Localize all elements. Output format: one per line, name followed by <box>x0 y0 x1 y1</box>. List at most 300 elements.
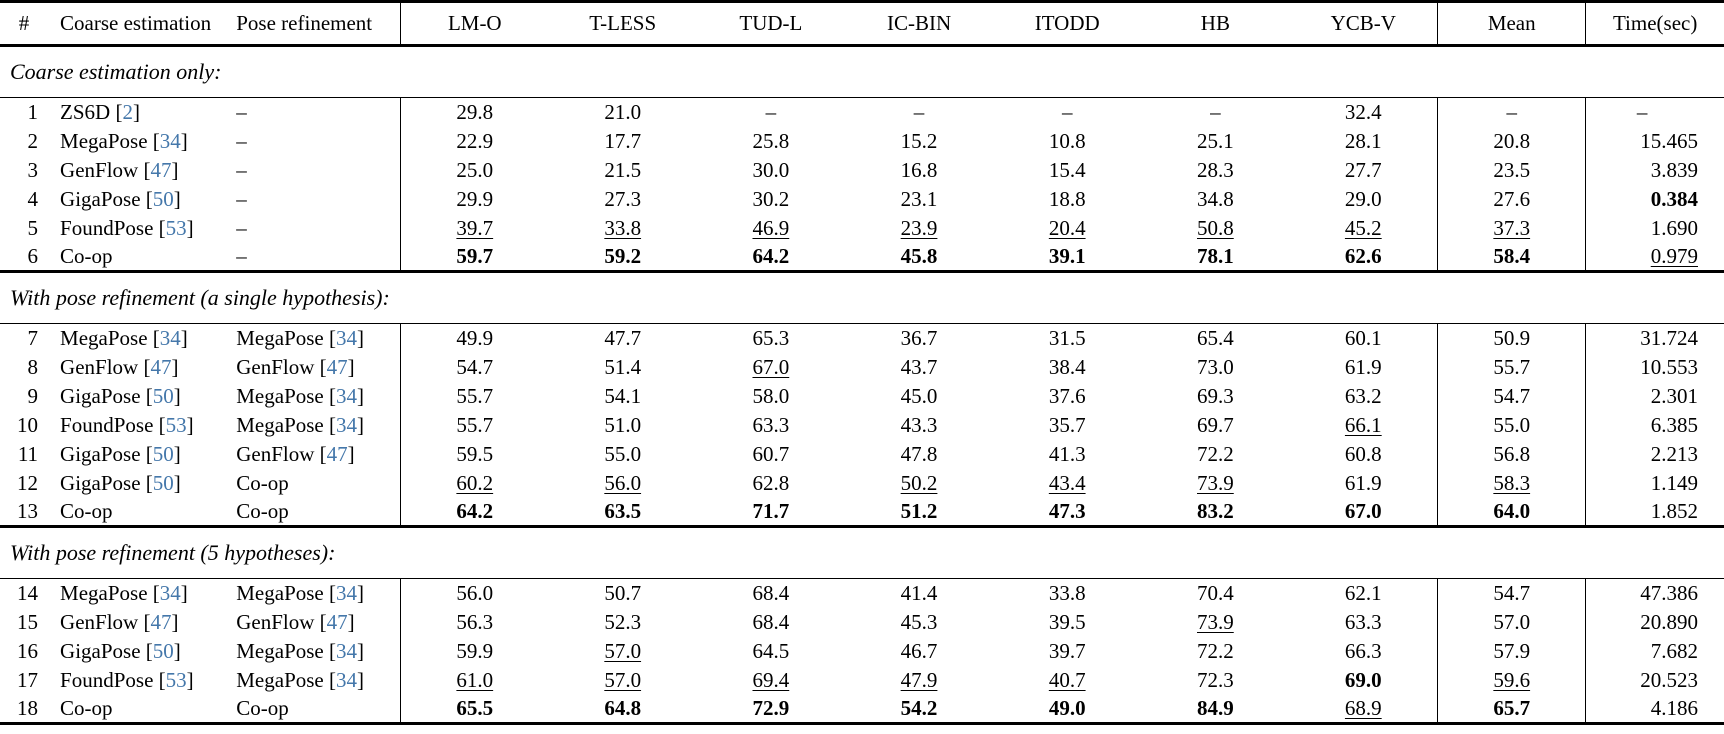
metric-cell <box>845 637 993 666</box>
metric-cell <box>1141 498 1289 527</box>
coarse-method: MegaPose [34] <box>60 580 188 605</box>
metric-cell <box>1141 243 1289 272</box>
metric-cell <box>1141 411 1289 440</box>
header-coarse: Coarse estimation <box>60 11 212 35</box>
metric-value: 54.2 <box>900 695 938 720</box>
time-cell <box>1586 498 1724 527</box>
metric-value: 41.3 <box>1048 441 1086 466</box>
metric-value: 69.7 <box>1197 412 1234 437</box>
time-cell <box>1586 353 1724 382</box>
metric-cell <box>549 382 697 411</box>
metric-value: 65.7 <box>1493 695 1531 720</box>
metric-value: 66.1 <box>1344 412 1382 437</box>
time-cell <box>1586 382 1724 411</box>
metric-value: 64.2 <box>752 243 790 268</box>
citation-link[interactable]: 47 <box>326 441 348 466</box>
metric-cell <box>549 469 697 498</box>
metric-value: 56.3 <box>456 609 494 634</box>
metric-cell <box>549 637 697 666</box>
refine-method: GenFlow [47] <box>236 354 355 379</box>
metric-cell <box>993 440 1141 469</box>
refine-method: MegaPose [34] <box>236 667 364 692</box>
metric-value: 58.0 <box>752 383 790 408</box>
metric-cell <box>400 608 548 637</box>
metric-value: 78.1 <box>1197 243 1234 268</box>
metric-value: 25.8 <box>752 128 790 153</box>
table-row <box>0 498 1724 527</box>
metric-value: 23.5 <box>1493 157 1531 182</box>
header-tudl: TUD-L <box>739 11 803 35</box>
row-number: 10 <box>17 412 39 437</box>
metric-value: 72.3 <box>1197 667 1234 692</box>
metric-value: 62.8 <box>752 470 790 495</box>
metric-cell <box>697 353 845 382</box>
citation-link[interactable]: 50 <box>152 383 174 408</box>
header-itodd: ITODD <box>1034 11 1100 35</box>
metric-value: 47.9 <box>900 667 938 692</box>
metric-cell <box>1289 440 1437 469</box>
metric-value: 57.0 <box>604 667 642 692</box>
metric-value: 20.8 <box>1493 128 1531 153</box>
metric-value: 67.0 <box>752 354 790 379</box>
results-table-body <box>0 46 1724 724</box>
metric-value: 33.8 <box>604 215 642 240</box>
metric-cell <box>549 324 697 353</box>
coarse-method: GenFlow [47] <box>60 609 179 634</box>
time-cell <box>1586 156 1724 185</box>
metric-cell <box>845 440 993 469</box>
metric-cell <box>697 579 845 608</box>
time-cell <box>1586 608 1724 637</box>
citation-link[interactable]: 34 <box>335 580 357 605</box>
refine-method: MegaPose [34] <box>236 325 364 350</box>
header-mean: Mean <box>1438 2 1586 46</box>
citation-link[interactable]: 47 <box>326 354 348 379</box>
metric-value: 55.7 <box>456 383 494 408</box>
metric-value: – <box>1210 99 1221 124</box>
metric-cell <box>993 469 1141 498</box>
metric-value: 23.1 <box>900 186 938 211</box>
metric-cell <box>400 411 548 440</box>
table-row <box>0 98 1724 127</box>
metric-value: 43.3 <box>900 412 938 437</box>
refine-method: – <box>236 215 247 240</box>
metric-cell <box>1141 440 1289 469</box>
table-row <box>0 411 1724 440</box>
metric-cell <box>845 695 993 724</box>
metric-cell <box>549 579 697 608</box>
metric-cell <box>1289 127 1437 156</box>
header-row-number: # <box>18 11 30 35</box>
metric-value: 30.2 <box>752 186 790 211</box>
metric-cell <box>697 637 845 666</box>
metric-value: 55.7 <box>1493 354 1531 379</box>
table-row <box>0 324 1724 353</box>
citation-link[interactable]: 47 <box>326 609 348 634</box>
metric-cell <box>400 324 548 353</box>
metric-value: 38.4 <box>1048 354 1086 379</box>
metric-cell <box>697 469 845 498</box>
metric-value: 25.0 <box>456 157 494 182</box>
citation-link[interactable]: 53 <box>165 667 187 692</box>
metric-cell <box>1289 214 1437 243</box>
citation-link[interactable]: 34 <box>335 638 357 663</box>
mean-cell <box>1438 324 1586 353</box>
metric-value: 51.2 <box>900 498 938 523</box>
citation-link[interactable]: 34 <box>335 667 357 692</box>
metric-value: 56.8 <box>1493 441 1531 466</box>
metric-value: 45.8 <box>900 243 938 268</box>
metric-value: 55.0 <box>1493 412 1531 437</box>
metric-cell <box>1141 608 1289 637</box>
metric-value: 84.9 <box>1197 695 1234 720</box>
metric-value: 71.7 <box>752 498 790 523</box>
metric-value: 52.3 <box>604 609 642 634</box>
table-header <box>0 2 1724 46</box>
metric-value: 58.3 <box>1493 470 1531 495</box>
metric-value: 63.3 <box>1344 609 1382 634</box>
metric-cell <box>1289 243 1437 272</box>
metric-value: 21.5 <box>604 157 642 182</box>
citation-link[interactable]: 50 <box>152 638 174 663</box>
time-cell <box>1586 637 1724 666</box>
mean-cell <box>1438 440 1586 469</box>
coarse-method: GigaPose [50] <box>60 186 181 211</box>
metric-cell <box>993 666 1141 695</box>
metric-value: 2.213 <box>1650 441 1698 466</box>
metric-cell <box>697 608 845 637</box>
metric-value: 60.7 <box>752 441 790 466</box>
row-number: 18 <box>17 695 39 720</box>
refine-method: MegaPose [34] <box>236 412 364 437</box>
refine-method: – <box>236 128 247 153</box>
time-cell <box>1586 243 1724 272</box>
time-cell <box>1586 579 1724 608</box>
metric-value: 37.6 <box>1048 383 1086 408</box>
metric-cell <box>400 127 548 156</box>
table-row <box>0 666 1724 695</box>
citation-link[interactable]: 50 <box>152 186 174 211</box>
metric-cell <box>400 382 548 411</box>
header-ycbv: YCB-V <box>1330 11 1396 35</box>
metric-cell <box>1141 695 1289 724</box>
citation-link[interactable]: 47 <box>150 354 172 379</box>
metric-cell <box>1141 185 1289 214</box>
mean-cell <box>1438 411 1586 440</box>
metric-cell <box>845 98 993 127</box>
metric-cell <box>993 324 1141 353</box>
table-row <box>0 243 1724 272</box>
metric-value: 72.2 <box>1197 638 1234 663</box>
section-row <box>0 527 1724 579</box>
coarse-method: Co-op <box>60 498 113 523</box>
table-row <box>0 185 1724 214</box>
time-cell <box>1586 411 1724 440</box>
mean-cell <box>1438 353 1586 382</box>
metric-value: 64.8 <box>604 695 642 720</box>
metric-value: 51.0 <box>604 412 642 437</box>
metric-cell <box>549 127 697 156</box>
header-time: Time(sec) <box>1586 2 1724 46</box>
metric-cell <box>400 353 548 382</box>
citation-link[interactable]: 50 <box>152 441 174 466</box>
metric-cell <box>549 243 697 272</box>
metric-value: 7.682 <box>1650 638 1698 663</box>
metric-cell <box>1289 185 1437 214</box>
metric-value: 69.4 <box>752 667 790 692</box>
metric-value: 1.690 <box>1650 215 1698 240</box>
time-cell <box>1586 324 1724 353</box>
metric-value: 29.0 <box>1344 186 1382 211</box>
metric-cell <box>845 666 993 695</box>
metric-cell <box>400 695 548 724</box>
metric-value: 30.0 <box>752 157 790 182</box>
metric-value: 15.2 <box>900 128 938 153</box>
mean-cell <box>1438 637 1586 666</box>
metric-value: 59.5 <box>456 441 494 466</box>
metric-cell <box>993 695 1141 724</box>
metric-cell <box>697 324 845 353</box>
table-row <box>0 214 1724 243</box>
metric-value: – <box>1061 99 1073 124</box>
table-row <box>0 127 1724 156</box>
metric-value: – <box>1506 99 1517 124</box>
metric-value: 47.3 <box>1048 498 1086 523</box>
metric-value: 43.7 <box>900 354 938 379</box>
metric-cell <box>845 608 993 637</box>
table-row <box>0 579 1724 608</box>
row-number: 16 <box>17 638 39 663</box>
time-cell <box>1586 214 1724 243</box>
metric-value: 69.3 <box>1197 383 1234 408</box>
row-number: 5 <box>27 215 39 240</box>
section-label: With pose refinement (a single hypothesis): <box>0 272 1724 324</box>
refine-method: GenFlow [47] <box>236 441 355 466</box>
metric-value: 2.301 <box>1650 383 1698 408</box>
citation-link[interactable]: 53 <box>165 412 187 437</box>
metric-value: 21.0 <box>604 99 642 124</box>
metric-cell <box>1289 498 1437 527</box>
metric-value: 35.7 <box>1048 412 1086 437</box>
metric-cell <box>845 353 993 382</box>
metric-cell <box>993 353 1141 382</box>
metric-cell <box>697 214 845 243</box>
metric-value: 49.9 <box>456 325 494 350</box>
metric-value: 20.523 <box>1640 667 1698 692</box>
metric-value: 64.0 <box>1493 498 1531 523</box>
table-row <box>0 469 1724 498</box>
coarse-method: GigaPose [50] <box>60 383 181 408</box>
metric-value: 68.4 <box>752 580 790 605</box>
metric-value: 57.0 <box>1493 609 1531 634</box>
metric-value: 45.0 <box>900 383 938 408</box>
metric-value: 3.839 <box>1650 157 1698 182</box>
citation-link[interactable]: 34 <box>159 580 181 605</box>
metric-value: 64.5 <box>752 638 790 663</box>
metric-cell <box>697 440 845 469</box>
metric-cell <box>697 243 845 272</box>
metric-value: 43.4 <box>1048 470 1086 495</box>
metric-value: 39.5 <box>1048 609 1086 634</box>
metric-value: 15.465 <box>1640 128 1698 153</box>
metric-value: 1.852 <box>1650 498 1698 523</box>
metric-cell <box>549 185 697 214</box>
metric-value: 55.7 <box>456 412 494 437</box>
time-cell <box>1586 127 1724 156</box>
metric-cell <box>993 185 1141 214</box>
metric-cell <box>1289 324 1437 353</box>
citation-link[interactable]: 47 <box>150 157 172 182</box>
metric-value: 47.8 <box>900 441 938 466</box>
metric-cell <box>549 98 697 127</box>
metric-value: 69.0 <box>1344 667 1382 692</box>
metric-cell <box>1289 666 1437 695</box>
coarse-method: FoundPose [53] <box>60 412 194 437</box>
row-number: 8 <box>27 354 39 379</box>
row-number: 13 <box>17 498 39 523</box>
metric-value: 61.9 <box>1344 470 1382 495</box>
metric-cell <box>845 382 993 411</box>
coarse-method: MegaPose [34] <box>60 128 188 153</box>
metric-value: 50.9 <box>1493 325 1531 350</box>
metric-cell <box>549 214 697 243</box>
metric-value: 31.5 <box>1048 325 1086 350</box>
metric-cell <box>993 411 1141 440</box>
row-number: 9 <box>27 383 39 408</box>
metric-value: 34.8 <box>1197 186 1234 211</box>
row-number: 6 <box>27 243 39 268</box>
coarse-method: GenFlow [47] <box>60 354 179 379</box>
metric-value: 29.9 <box>456 186 494 211</box>
coarse-method: FoundPose [53] <box>60 215 194 240</box>
metric-cell <box>845 469 993 498</box>
metric-value: – <box>765 99 777 124</box>
citation-link[interactable]: 50 <box>152 470 174 495</box>
citation-link[interactable]: 47 <box>150 609 172 634</box>
metric-value: 17.7 <box>604 128 642 153</box>
metric-value: 56.0 <box>604 470 642 495</box>
metric-value: 49.0 <box>1048 695 1086 720</box>
metric-value: 18.8 <box>1048 186 1086 211</box>
time-cell <box>1586 695 1724 724</box>
metric-cell <box>400 666 548 695</box>
refine-method: – <box>236 99 247 124</box>
table-row <box>0 382 1724 411</box>
metric-cell <box>845 156 993 185</box>
metric-value: 62.6 <box>1344 243 1382 268</box>
metric-value: 60.1 <box>1344 325 1382 350</box>
citation-link[interactable]: 34 <box>159 325 181 350</box>
metric-value: 83.2 <box>1197 498 1234 523</box>
metric-value: 47.7 <box>604 325 642 350</box>
row-number: 17 <box>17 667 39 692</box>
metric-value: 27.6 <box>1493 186 1531 211</box>
metric-cell <box>400 637 548 666</box>
metric-value: 73.9 <box>1197 609 1234 634</box>
metric-cell <box>697 498 845 527</box>
metric-cell <box>400 185 548 214</box>
mean-cell <box>1438 243 1586 272</box>
table-row <box>0 608 1724 637</box>
metric-cell <box>549 353 697 382</box>
metric-value: 27.3 <box>604 186 642 211</box>
metric-cell <box>845 185 993 214</box>
metric-value: 36.7 <box>900 325 938 350</box>
metric-value: 29.8 <box>456 99 494 124</box>
row-number: 4 <box>27 186 39 211</box>
refine-method: MegaPose [34] <box>236 638 364 663</box>
metric-value: 40.7 <box>1048 667 1086 692</box>
metric-value: 54.7 <box>456 354 494 379</box>
metric-cell <box>1289 98 1437 127</box>
section-row <box>0 272 1724 324</box>
metric-cell <box>1289 579 1437 608</box>
metric-value: 15.4 <box>1048 157 1086 182</box>
metric-cell <box>1141 666 1289 695</box>
metric-value: 27.7 <box>1344 157 1382 182</box>
citation-link[interactable]: 34 <box>335 412 357 437</box>
metric-cell <box>549 498 697 527</box>
coarse-method: MegaPose [34] <box>60 325 188 350</box>
metric-value: 63.2 <box>1344 383 1382 408</box>
metric-cell <box>549 411 697 440</box>
metric-value: 65.5 <box>456 695 494 720</box>
header-refinement: Pose refinement <box>236 11 373 35</box>
metric-cell <box>1289 469 1437 498</box>
metric-value: 45.2 <box>1344 215 1382 240</box>
metric-value: 6.385 <box>1650 412 1698 437</box>
metric-cell <box>1141 469 1289 498</box>
citation-link[interactable]: 53 <box>165 215 187 240</box>
metric-value: 59.6 <box>1493 667 1531 692</box>
metric-cell <box>845 324 993 353</box>
metric-cell <box>1141 382 1289 411</box>
metric-value: 63.5 <box>604 498 642 523</box>
citation-link[interactable]: 2 <box>122 99 133 124</box>
header-icbin: IC-BIN <box>886 11 952 35</box>
metric-value: 50.8 <box>1197 215 1234 240</box>
citation-link[interactable]: 34 <box>335 383 357 408</box>
metric-value: 51.4 <box>604 354 642 379</box>
mean-cell <box>1438 185 1586 214</box>
citation-link[interactable]: 34 <box>335 325 357 350</box>
coarse-method: ZS6D [2] <box>60 99 140 124</box>
metric-value: 46.9 <box>752 215 790 240</box>
coarse-method: GigaPose [50] <box>60 470 181 495</box>
metric-value: 59.2 <box>604 243 642 268</box>
metric-cell <box>400 469 548 498</box>
metric-value: 54.7 <box>1493 383 1531 408</box>
refine-method: MegaPose [34] <box>236 383 364 408</box>
metric-cell <box>400 579 548 608</box>
citation-link[interactable]: 34 <box>159 128 181 153</box>
metric-value: 25.1 <box>1197 128 1234 153</box>
time-cell <box>1586 440 1724 469</box>
metric-value: 55.0 <box>604 441 642 466</box>
mean-cell <box>1438 498 1586 527</box>
metric-cell <box>1141 214 1289 243</box>
coarse-method: GigaPose [50] <box>60 441 181 466</box>
metric-value: 61.9 <box>1344 354 1382 379</box>
metric-cell <box>1289 411 1437 440</box>
metric-value: 46.7 <box>900 638 938 663</box>
header-lmo: LM-O <box>400 2 548 46</box>
refine-method: – <box>236 243 247 268</box>
metric-cell <box>697 185 845 214</box>
metric-cell <box>993 127 1141 156</box>
metric-cell <box>993 243 1141 272</box>
metric-value: 62.1 <box>1344 580 1382 605</box>
